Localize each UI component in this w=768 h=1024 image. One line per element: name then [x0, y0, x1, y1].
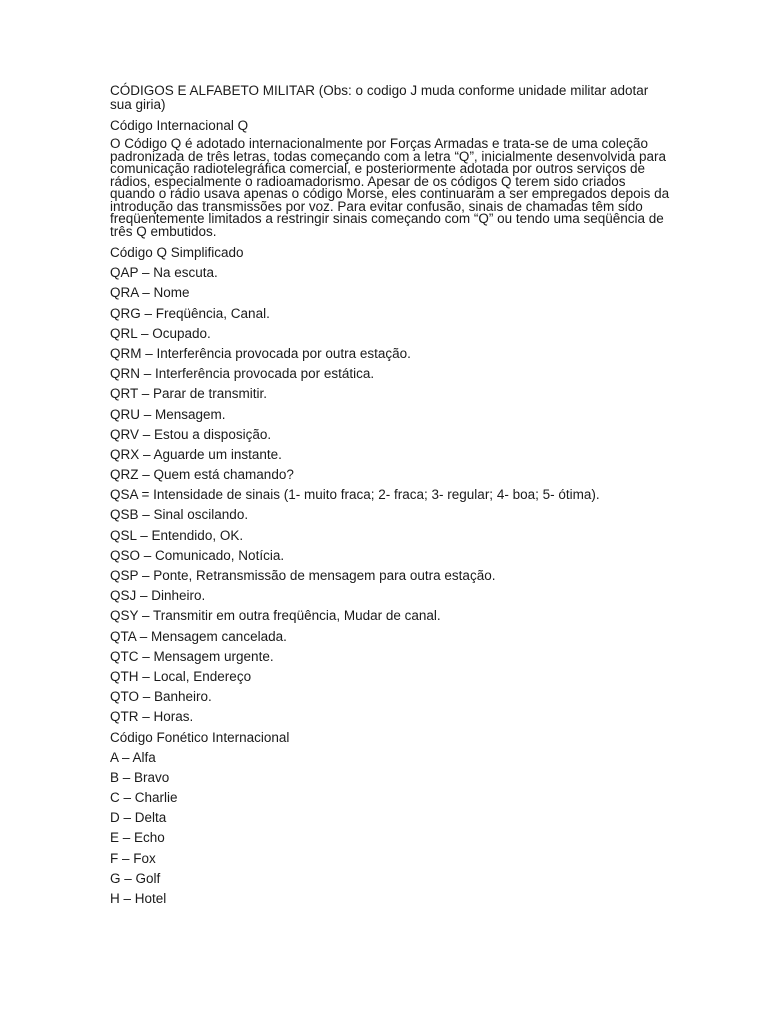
- q-code-item: QRN – Interferência provocada por estática.: [110, 366, 375, 382]
- phonetic-list: [110, 751, 670, 913]
- q-code-item: QSL – Entendido, OK.: [110, 527, 244, 543]
- q-code-item: QSB – Sinal oscilando.: [110, 507, 249, 523]
- q-code-item: QTH – Local, Endereço: [110, 668, 252, 684]
- phonetic-item: H – Hotel: [110, 891, 167, 906]
- q-code-item: QAP – Na escuta.: [110, 265, 218, 281]
- q-code-item: QRT – Parar de transmitir.: [110, 386, 268, 402]
- q-code-item: QRZ – Quem está chamando?: [110, 467, 294, 483]
- document-title: CÓDIGOS E ALFABETO MILITAR (Obs: o codigo J muda conforme unidade militar adotar sua giria): [110, 83, 649, 112]
- q-code-item: QTA – Mensagem cancelada.: [110, 628, 287, 644]
- q-code-item: QTO – Banheiro.: [110, 689, 212, 705]
- q-code-item: QSY – Transmitir em outra freqüência, Mudar de canal.: [110, 608, 441, 624]
- phonetic-item: E – Echo: [110, 830, 165, 846]
- q-code-item: QRG – Freqüência, Canal.: [110, 305, 270, 321]
- phonetic-item: D – Delta: [110, 810, 167, 826]
- q-code-item: QTR – Horas.: [110, 709, 194, 725]
- phonetic-item: G – Golf: [110, 870, 161, 886]
- q-code-item: QSJ – Dinheiro.: [110, 588, 206, 604]
- q-code-list: [110, 266, 670, 730]
- phonetic-item: F – Fox: [110, 850, 156, 866]
- q-code-item: QSA = Intensidade de sinais (1- muito fraca; 2- fraca; 3- regular; 4- boa; 5- ótima).: [110, 487, 600, 503]
- q-code-item: QRL – Ocupado.: [110, 325, 211, 341]
- q-code-item: QRU – Mensagem.: [110, 406, 226, 422]
- q-code-item: QRM – Interferência provocada por outra estação.: [110, 345, 411, 361]
- section-heading-phonetic: Código Fonético Internacional: [110, 729, 290, 745]
- section-heading-q-code: Código Internacional Q: [110, 118, 249, 133]
- phonetic-item: A – Alfa: [110, 749, 156, 765]
- q-code-item: QSP – Ponte, Retransmissão de mensagem para outra estação.: [110, 568, 496, 583]
- intro-paragraph: O Código Q é adotado internacionalmente por Forças Armadas e trata-se de uma coleção padronizada de três letras, todas começando com a letra “Q”, inicialmente desenvolvida para comunicação radiotelegráfica comercial, e posteriormente adotada por outros serviços de rádios, especialmente o radioamadorismo. Apesar de os códigos Q terem sido criados quando o rádio usava apenas o código Morse, eles continuaram a ser empregados depois da introdução das transmissões por voz. Para evitar confusão, sinais de chamadas têm sido freqüentemente limitados a restringir sinais começando com “Q” ou tendo uma seqüência de três Q embutidos.: [110, 136, 670, 239]
- section-heading-q-simplified: Código Q Simplificado: [110, 245, 244, 260]
- phonetic-item: B – Bravo: [110, 769, 170, 785]
- q-code-item: QTC – Mensagem urgente.: [110, 648, 274, 664]
- document-page: [110, 84, 670, 912]
- q-code-item: QRV – Estou a disposição.: [110, 426, 272, 442]
- q-code-item: QSO – Comunicado, Notícia.: [110, 547, 285, 563]
- q-code-item: QRX – Aguarde um instante.: [110, 446, 282, 462]
- q-code-item: QRA – Nome: [110, 285, 190, 301]
- phonetic-item: C – Charlie: [110, 790, 178, 806]
